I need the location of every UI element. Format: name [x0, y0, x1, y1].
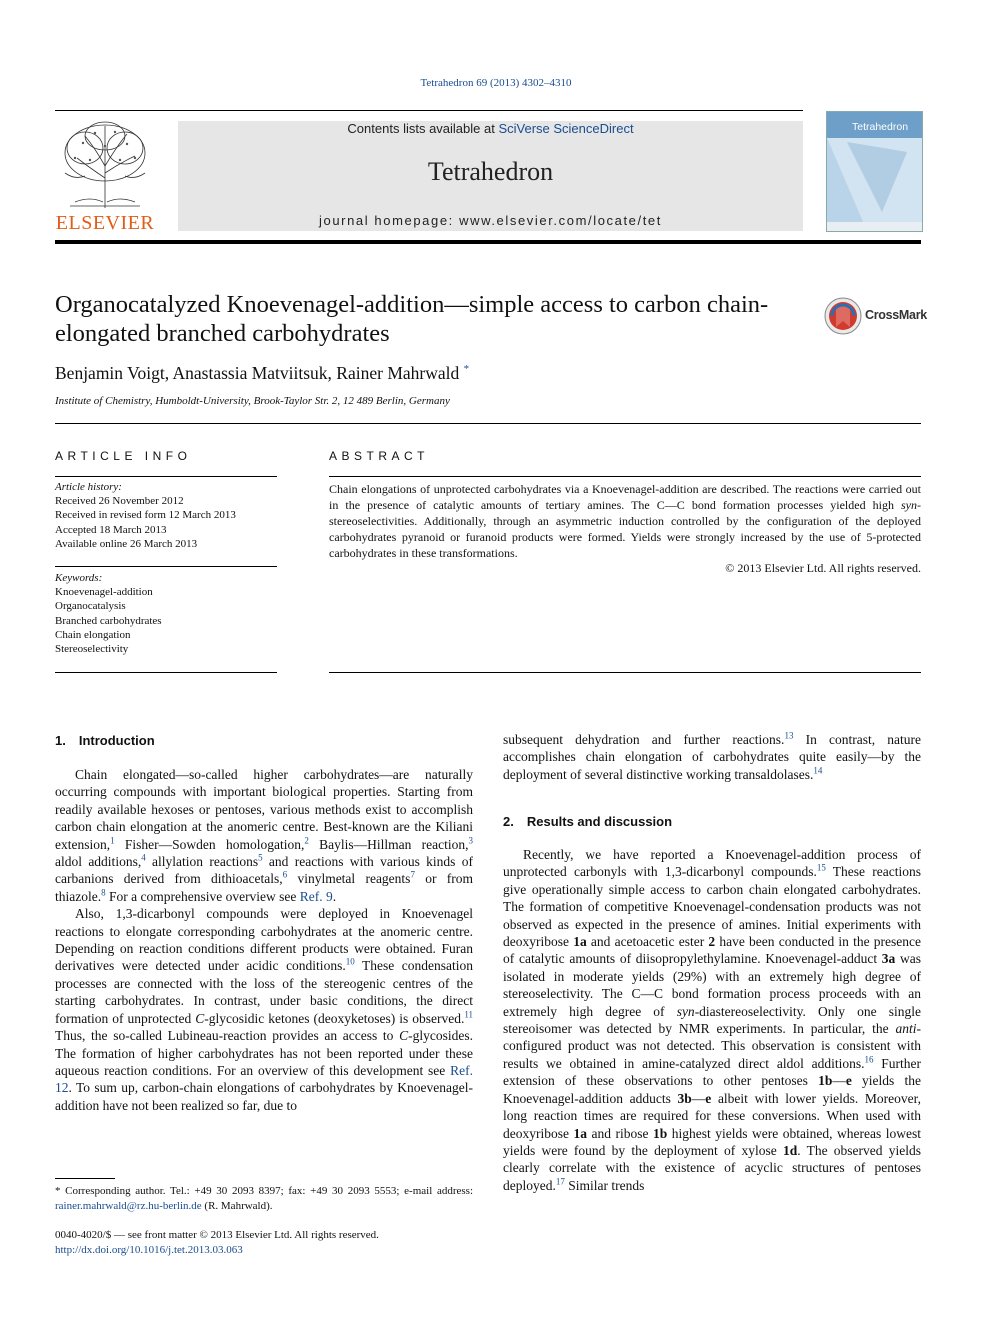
- elsevier-tree-icon: [55, 118, 155, 210]
- crossmark-badge[interactable]: [824, 296, 927, 336]
- keyword-item: Knoevenagel-addition: [55, 586, 153, 599]
- affiliation-rule: [55, 423, 921, 424]
- paragraph: Also, 1,3-dicarbonyl compounds were deployed in Knoevenagel reactions to elongate corresponding carbohydrates at the anomeric centre. Depending on reaction conditions different products were obtained. Furan derivatives were detected under acidic conditions.$^{10}$ These condensation processes are connected with the loss of the stereogenic centres of the starting carbohydrates. In contrast, under basic conditions, the direct formation of unprotected C-glycosidic ketones (deoxyketoses) is observed.$^{11}$ Thus, the so-called Lubineau-reaction provides an access to C-glycosides. The formation of higher carbohydrates has not been reported under these aqueous reaction conditions. For an overview of this development see Ref. 12. To sum up, carbon-chain elongations of carbohydrates by Knoevenagel-addition have not been realized so far, due to: [55, 906, 473, 1113]
- keywords: [55, 571, 277, 656]
- author-email-link[interactable]: rainer.mahrwald@rz.hu-berlin.de: [55, 1200, 202, 1212]
- footnote-suffix: (R. Mahrwald).: [201, 1200, 273, 1212]
- paragraph: Chain elongated—so-called higher carbohydrates—are naturally occurring compounds with important biological properties. Starting from readily available hexoses or pentoses, various methods exist to accomplish carbon chain elongation at the anomeric centre. Best-known are the Kiliani extension,$^1$ Fisher—Sowden homologation,$^2$ Baylis—Hillman reaction,$^3$ aldol additions,$^4$ allylation reactions$^5$ and reactions with various kinds of carbanions derived from dithioacetals,$^6$ vinylmetal reagents$^7$ or from thiazole.$^8$ For a comprehensive overview see Ref. 9.: [55, 767, 473, 904]
- keyword-item: Chain elongation: [55, 628, 131, 641]
- history-item: Accepted 18 March 2013: [55, 523, 167, 536]
- keyword-item: Organocatalysis: [55, 600, 126, 613]
- journal-homepage[interactable]: journal homepage: www.elsevier.com/locate/tet: [319, 213, 662, 228]
- journal-cover-image: [826, 111, 923, 232]
- header-rule: [55, 110, 803, 111]
- contents-prefix: Contents lists available at: [347, 121, 499, 136]
- abstract-rule: [329, 672, 921, 673]
- contents-line: [178, 121, 803, 136]
- results-heading: 2. Results and discussion: [503, 814, 673, 829]
- corresponding-author-footnote: [55, 1184, 473, 1214]
- header-thick-rule: [55, 240, 921, 244]
- history-item: Available online 26 March 2013: [55, 537, 198, 550]
- keyword-item: Branched carbohydrates: [55, 614, 162, 627]
- journal-banner: [178, 121, 803, 231]
- abstract-text: Chain elongations of unprotected carbohydrates via a Knoevenagel-addition are described. The reactions were carried out in the presence of catalytic amounts of tertiary amines. The C—C bond formation processes yielded high syn-stereoselectivities. Additionally, through an asymmetric induction controlled by the configuration of the deployed carbohydrates pyranoid or furanoid products were formed. Yields were strongly increased by the use of 5-protected carbohydrates in these transformations.: [329, 482, 921, 560]
- abstract-copyright: © 2013 Elsevier Ltd. All rights reserved.: [725, 561, 921, 575]
- doi-link[interactable]: http://dx.doi.org/10.1016/j.tet.2013.03.063: [55, 1243, 243, 1256]
- article-title: Organocatalyzed Knoevenagel-addition—simple access to carbon chain-elongated branched carbohydrates: [55, 291, 769, 347]
- history-label: Article history:: [55, 481, 122, 493]
- results-body: [503, 846, 921, 1194]
- history-item: Received 26 November 2012: [55, 495, 184, 508]
- corresponding-author-mark[interactable]: *: [463, 363, 470, 376]
- keyword-item: Stereoselectivity: [55, 643, 129, 656]
- article-history: [55, 480, 277, 551]
- footnote-rule: [55, 1178, 115, 1179]
- keywords-label: Keywords:: [55, 572, 103, 584]
- abstract-heading: ABSTRACT: [329, 449, 430, 463]
- elsevier-wordmark: ELSEVIER: [55, 212, 155, 234]
- front-matter: [55, 1228, 473, 1257]
- affiliation: Institute of Chemistry, Humboldt-University, Brook-Taylor Str. 2, 12 489 Berlin, Germany: [55, 395, 450, 407]
- introduction-body: [55, 766, 473, 1114]
- cover-title: Tetrahedron: [852, 121, 909, 133]
- journal-citation[interactable]: Tetrahedron 69 (2013) 4302–4310: [420, 77, 572, 89]
- history-item: Received in revised form 12 March 2013: [55, 509, 236, 522]
- introduction-heading: 1. Introduction: [55, 733, 155, 748]
- author-list: [55, 363, 469, 384]
- journal-name: Tetrahedron: [427, 157, 554, 186]
- issn-line: 0040-4020/$ — see front matter © 2013 Elsevier Ltd. All rights reserved.: [55, 1229, 379, 1241]
- article-info-rule: [55, 672, 277, 673]
- article-info-rule: [55, 566, 277, 567]
- crossmark-icon: [824, 297, 862, 335]
- paragraph: subsequent dehydration and further reactions.$^{13}$ In contrast, nature accomplishes chain elongation of carbohydrates quite easily—by the deployment of several distinctive working transaldolases.$^{14}$: [503, 730, 921, 782]
- authors-text: Benjamin Voigt, Anastassia Matviitsuk, Rainer Mahrwald: [55, 363, 460, 383]
- abstract-rule: [329, 476, 921, 477]
- elsevier-logo: [55, 118, 155, 234]
- footnote-text: * Corresponding author. Tel.: +49 30 2093 8397; fax: +49 30 2093 5553; e-mail address:: [55, 1185, 473, 1197]
- article-info-rule: [55, 476, 277, 477]
- cover-art: [827, 112, 922, 231]
- paragraph: Recently, we have reported a Knoevenagel-addition process of unprotected carbonyls with 1,3-dicarbonyl compounds.$^{15}$ These reactions give operationally simple access to carbon chain elongated carbohydrates. The formation of competitive Knoevenagel-condensation products was not observed as expected in the presence of amines. Initial experiments with deoxyribose 1a and acetoacetic ester 2 have been conducted in the presence of catalytic amounts of diisopropylethylamine. Knoevenagel-adduct 3a was isolated in moderate yields (29%) with an extremely high degree of stereoselectivity. The C—C bond formation process proceeds with an extremely high degree of syn-diastereoselectivity. Only one single stereoisomer was detected by NMR experiments. In particular, the anti-configured product was not detected. This observation is consistent with results we obtained in amine-catalyzed direct aldol additions.$^{16}$ Further extension of these observations to other pentoses 1b—e yields the Knoevenagel-addition adducts 3b—e albeit with lower yields. Moreover, long reaction times are required for these conversions. When used with deoxyribose 1a and ribose 1b highest yields were obtained, whereas lowest yields were found by the deployment of xylose 1d. The observed yields clearly correlate with the existence of acyclic structures of pentoses deployed.$^{17}$ Similar trends: [503, 847, 922, 1193]
- introduction-body-continued: [503, 731, 921, 783]
- article-info-heading: ARTICLE INFO: [55, 449, 192, 463]
- crossmark-label: CrossMark: [865, 308, 927, 322]
- sciencedirect-link[interactable]: SciVerse ScienceDirect: [498, 121, 634, 136]
